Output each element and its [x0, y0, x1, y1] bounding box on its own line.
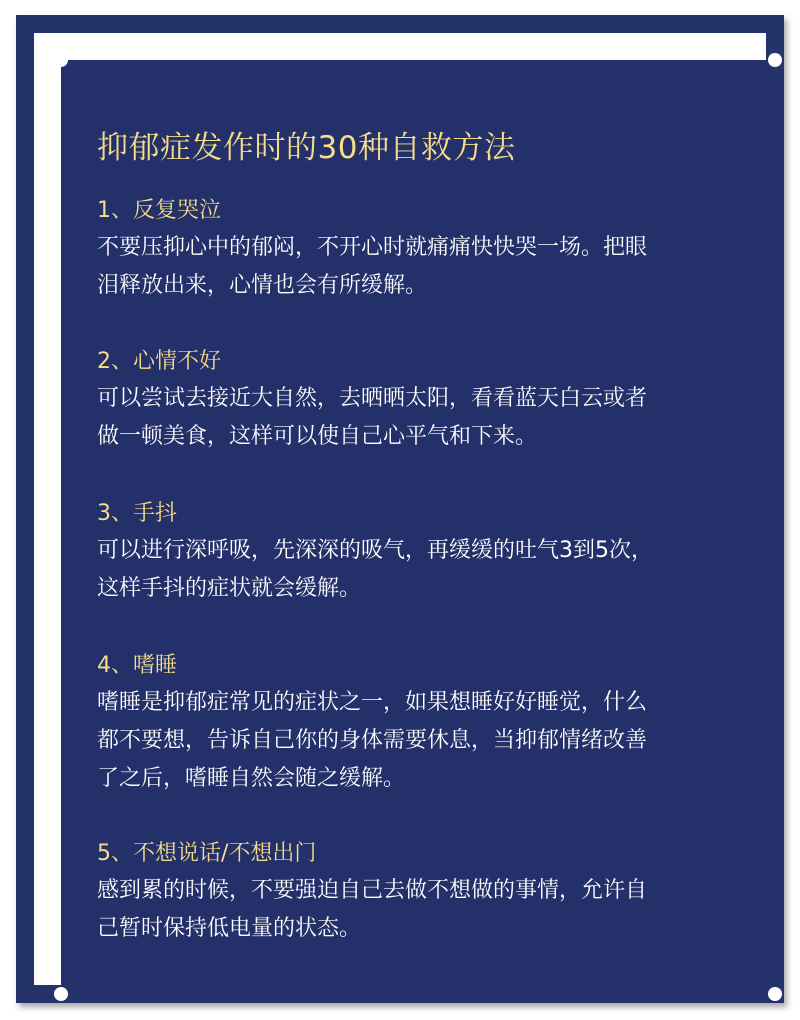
tip-section-5 — [97, 836, 747, 948]
tip-heading: 1、反复哭泣 — [97, 198, 221, 223]
corner-notch — [768, 987, 782, 1001]
outer-frame — [16, 15, 784, 1003]
tip-section-2 — [97, 344, 747, 456]
tip-heading: 3、手抖 — [97, 501, 177, 526]
tip-body — [97, 229, 747, 305]
tip-body-line: 嗜睡是抑郁症常见的症状之一，如果想睡好好睡觉，什么 — [97, 690, 648, 715]
tip-body-line: 不要压抑心中的郁闷，不开心时就痛痛快快哭一场。把眼 — [97, 235, 648, 260]
tip-body-line: 都不要想，告诉自己你的身体需要休息，当抑郁情绪改善 — [97, 728, 648, 753]
tip-section-1 — [97, 193, 747, 305]
corner-notch — [768, 53, 782, 67]
tip-body — [97, 380, 747, 456]
tip-body — [97, 872, 747, 948]
tip-body-line: 泪释放出来，心情也会有所缓解。 — [97, 273, 428, 298]
tip-body-line: 感到累的时候，不要强迫自己去做不想做的事情，允许自 — [97, 878, 648, 903]
content-panel — [61, 60, 775, 994]
tip-body-line: 这样手抖的症状就会缓解。 — [97, 576, 362, 601]
page-title: 抑郁症发作时的30种自救方法 — [97, 130, 516, 166]
tip-heading: 5、不想说话/不想出门 — [97, 841, 317, 866]
tip-section-3 — [97, 496, 747, 608]
tip-body-line: 己暂时保持低电量的状态。 — [97, 916, 362, 941]
tip-body — [97, 684, 747, 798]
tip-heading: 4、嗜睡 — [97, 653, 177, 678]
corner-notch — [54, 53, 68, 67]
tip-body-line: 可以尝试去接近大自然，去晒晒太阳，看看蓝天白云或者 — [97, 386, 648, 411]
tip-heading: 2、心情不好 — [97, 349, 221, 374]
inner-frame — [34, 33, 766, 985]
tip-body-line: 了之后，嗜睡自然会随之缓解。 — [97, 766, 406, 791]
tip-body — [97, 532, 747, 608]
tip-section-4 — [97, 648, 747, 798]
tip-body-line: 做一顿美食，这样可以使自己心平气和下来。 — [97, 424, 538, 449]
corner-notch — [54, 987, 68, 1001]
tip-body-line: 可以进行深呼吸，先深深的吸气，再缓缓的吐气3到5次， — [97, 538, 653, 563]
